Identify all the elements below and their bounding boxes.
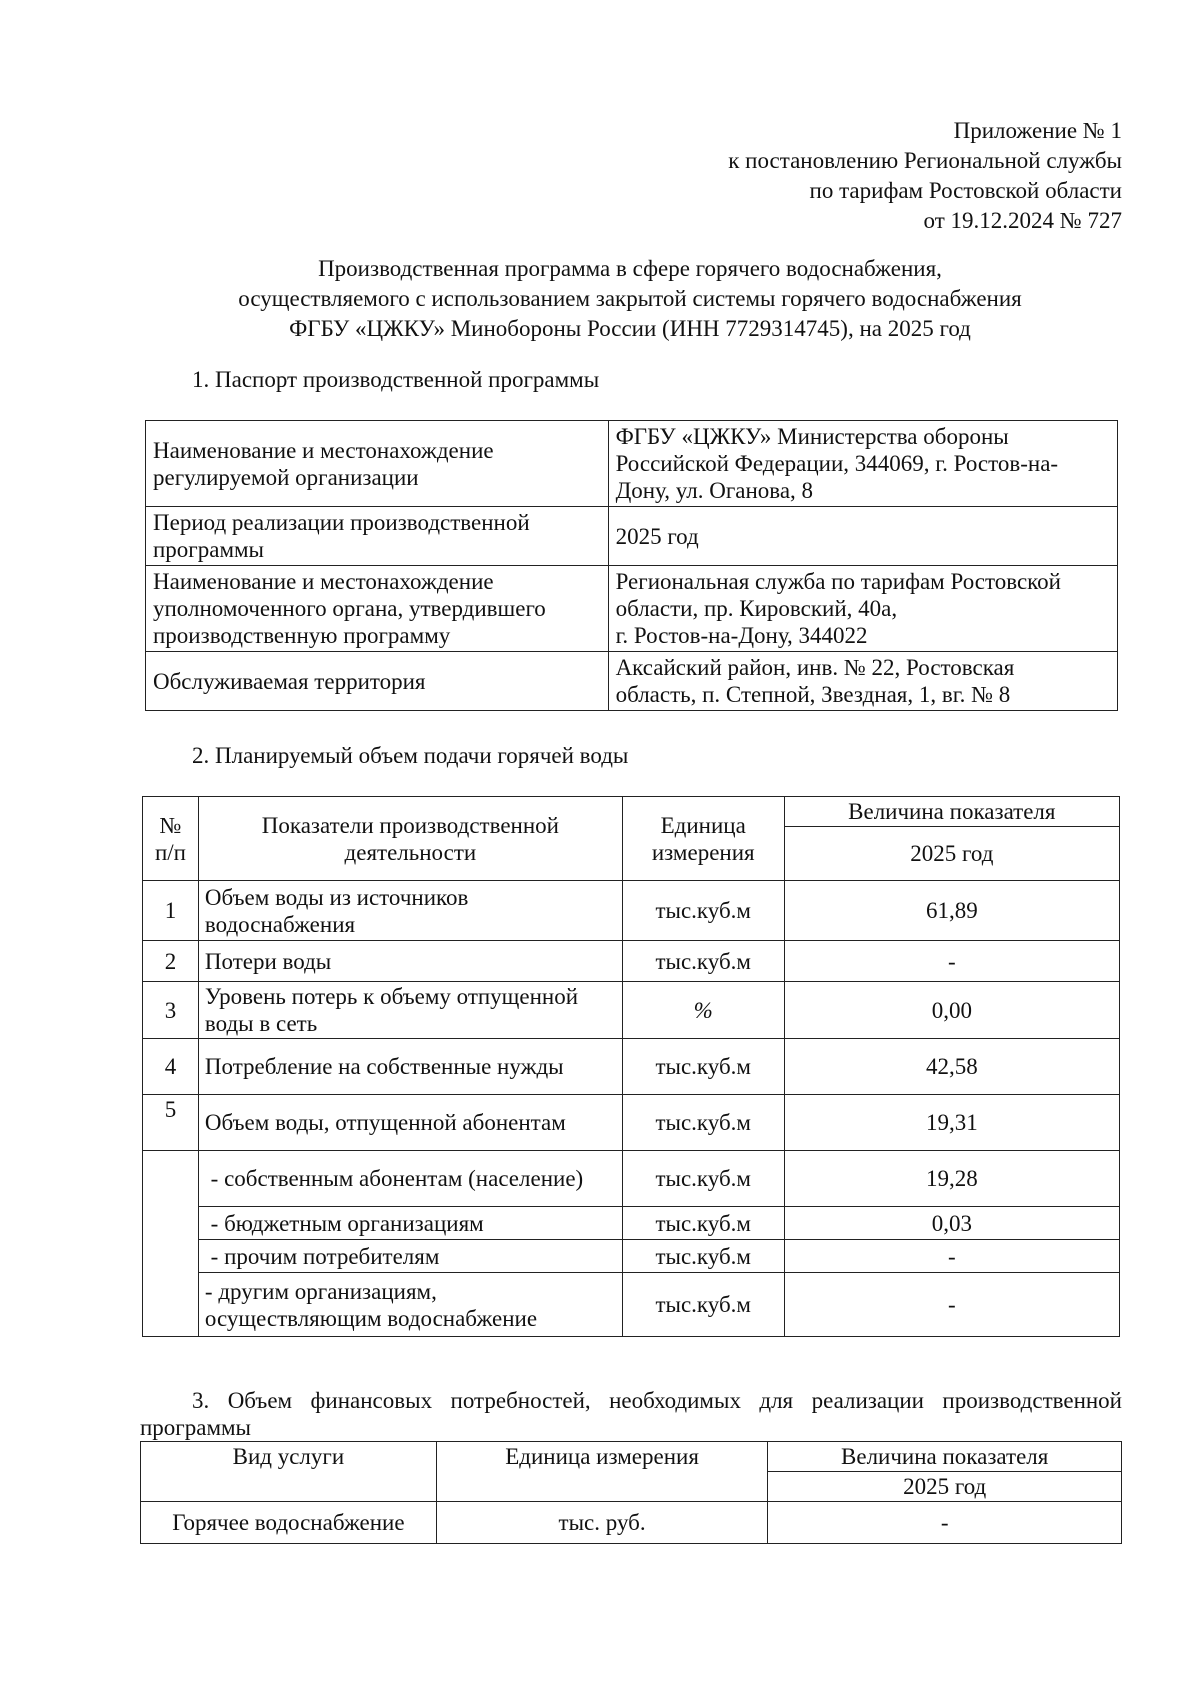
passport-value-line: область, п. Степной, Звездная, 1, вг. № 8	[615, 682, 1011, 707]
table-row	[146, 507, 1118, 566]
passport-value-line: 2025 год	[615, 523, 699, 549]
table-row	[143, 881, 1120, 941]
header-service: Вид услуги	[141, 1442, 437, 1502]
passport-value	[608, 652, 1117, 711]
table-row	[141, 1502, 1122, 1544]
table-header-row	[141, 1442, 1122, 1472]
passport-label: Обслуживаемая территория	[146, 652, 609, 711]
row-num-empty	[143, 1151, 199, 1337]
row-name: - собственным абонентам (население)	[198, 1151, 622, 1207]
passport-table	[145, 420, 1118, 711]
passport-value	[608, 507, 1117, 566]
row-num: 1	[143, 881, 199, 941]
table-row	[143, 1273, 1120, 1337]
appendix-note	[728, 116, 1122, 236]
finance-table	[140, 1441, 1122, 1544]
row-unit: тыс.куб.м	[622, 1151, 784, 1207]
section3-heading-line: 3. Объем финансовых потребностей, необходимых для реализации производственной	[192, 1388, 1122, 1413]
row-value: -	[784, 1273, 1119, 1337]
table-row	[146, 421, 1118, 507]
water-supply-table	[142, 796, 1120, 1337]
row-num: 2	[143, 941, 199, 982]
passport-value-line: Региональная служба по тарифам Ростовской	[615, 569, 1061, 594]
row-value: 19,28	[784, 1151, 1119, 1207]
row-value: -	[784, 941, 1119, 982]
passport-label: Наименование и местонахождение уполномоченного органа, утвердившего производственную программу	[146, 566, 609, 652]
header-unit: Единица измерения	[622, 797, 784, 881]
row-name: - другим организациям, осуществляющим водоснабжение	[198, 1273, 622, 1337]
row-name: - прочим потребителям	[198, 1240, 622, 1273]
row-name: Потери воды	[198, 941, 622, 982]
row-name: Объем воды из источников водоснабжения	[198, 881, 622, 941]
table-row	[146, 652, 1118, 711]
header-year: 2025 год	[768, 1472, 1122, 1502]
appendix-line: по тарифам Ростовской области	[809, 178, 1122, 203]
table-header-row	[143, 797, 1120, 827]
passport-value	[608, 421, 1117, 507]
header-indicator: Показатели производственной деятельности	[198, 797, 622, 881]
header-value: Величина показателя	[784, 797, 1119, 827]
passport-value-line: г. Ростов-на-Дону, 344022	[615, 623, 868, 648]
row-num: 3	[143, 982, 199, 1039]
table-row	[143, 982, 1120, 1039]
row-name: Объем воды, отпущенной абонентам	[198, 1095, 622, 1151]
table-row	[143, 1207, 1120, 1240]
table-row	[143, 1240, 1120, 1273]
row-unit: тыс. руб.	[436, 1502, 768, 1544]
row-value: 0,03	[784, 1207, 1119, 1240]
header-unit: Единица измерения	[436, 1442, 768, 1502]
header-num: № п/п	[143, 797, 199, 881]
row-unit: тыс.куб.м	[622, 1095, 784, 1151]
section3-heading	[140, 1387, 1122, 1441]
row-num: 5	[143, 1095, 199, 1151]
row-unit: тыс.куб.м	[622, 1039, 784, 1095]
appendix-line: от 19.12.2024 № 727	[923, 208, 1122, 233]
row-unit: тыс.куб.м	[622, 1207, 784, 1240]
row-value: 19,31	[784, 1095, 1119, 1151]
passport-value	[608, 566, 1117, 652]
passport-value-line: Дону, ул. Оганова, 8	[615, 478, 814, 503]
row-value: -	[768, 1502, 1122, 1544]
header-value: Величина показателя	[768, 1442, 1122, 1472]
row-unit: тыс.куб.м	[622, 941, 784, 982]
row-value: 0,00	[784, 982, 1119, 1039]
row-unit: тыс.куб.м	[622, 1273, 784, 1337]
row-name: Потребление на собственные нужды	[198, 1039, 622, 1095]
section3-heading-line: программы	[140, 1415, 252, 1440]
row-value: 61,89	[784, 881, 1119, 941]
passport-label: Период реализации производственной программы	[146, 507, 609, 566]
row-unit: тыс.куб.м	[622, 1240, 784, 1273]
passport-label: Наименование и местонахождение регулируемой организации	[146, 421, 609, 507]
row-name: Уровень потерь к объему отпущенной воды в сеть	[198, 982, 622, 1039]
title-line: ФГБУ «ЦЖКУ» Минобороны России (ИНН 7729314745), на 2025 год	[289, 316, 971, 341]
passport-value-line: области, пр. Кировский, 40а,	[615, 596, 898, 621]
appendix-line: к постановлению Региональной службы	[728, 148, 1122, 173]
row-unit: тыс.куб.м	[622, 881, 784, 941]
table-row	[143, 941, 1120, 982]
passport-value-line: ФГБУ «ЦЖКУ» Министерства обороны	[615, 424, 1009, 449]
title-line: Производственная программа в сфере горячего водоснабжения,	[318, 256, 942, 281]
appendix-line: Приложение № 1	[953, 118, 1122, 143]
table-row	[143, 1095, 1120, 1151]
document-title	[140, 254, 1120, 344]
section2-heading: 2. Планируемый объем подачи горячей воды	[192, 743, 629, 768]
row-service: Горячее водоснабжение	[141, 1502, 437, 1544]
table-row	[143, 1039, 1120, 1095]
row-unit: %	[622, 982, 784, 1039]
passport-value-line: Аксайский район, инв. № 22, Ростовская	[615, 655, 1015, 680]
row-num: 4	[143, 1039, 199, 1095]
passport-value-line: Российской Федерации, 344069, г. Ростов-на-	[615, 451, 1059, 476]
row-value: -	[784, 1240, 1119, 1273]
table-row	[143, 1151, 1120, 1207]
section1-heading: 1. Паспорт производственной программы	[192, 367, 600, 392]
row-value: 42,58	[784, 1039, 1119, 1095]
table-row	[146, 566, 1118, 652]
row-name: - бюджетным организациям	[198, 1207, 622, 1240]
title-line: осуществляемого с использованием закрытой системы горячего водоснабжения	[238, 286, 1022, 311]
header-year: 2025 год	[784, 827, 1119, 881]
